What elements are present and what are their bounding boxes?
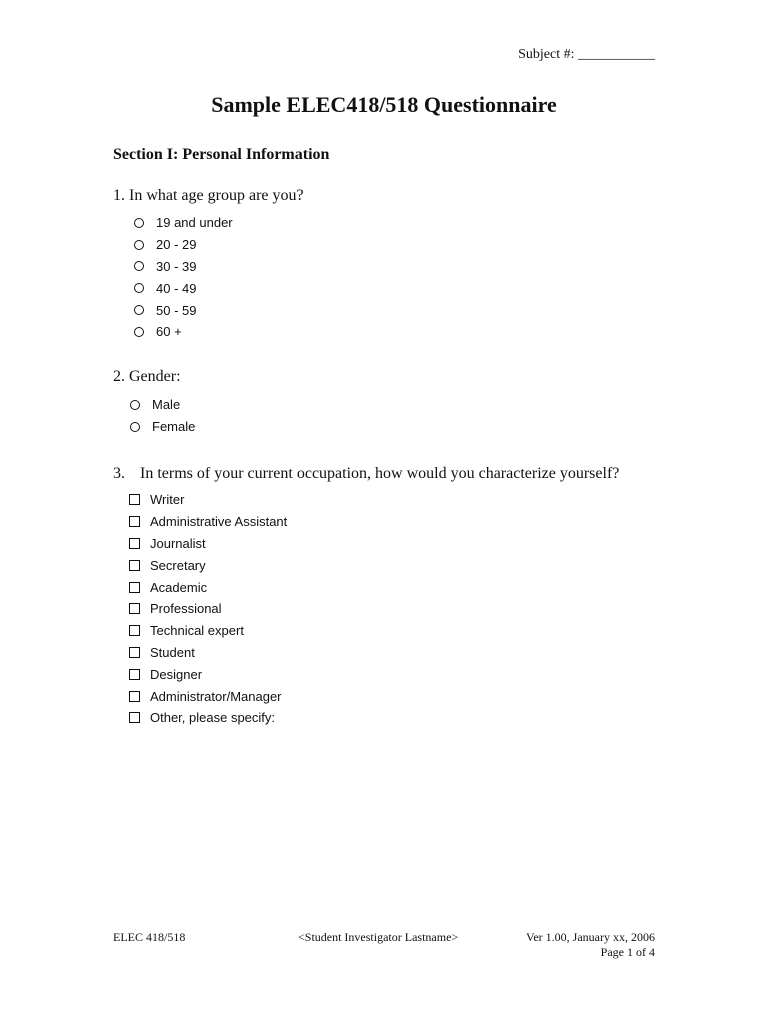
radio-circle-icon[interactable] (134, 327, 144, 337)
footer-version-block (526, 930, 655, 960)
subject-number-label: Subject #: ___________ (518, 47, 655, 62)
option-label: Professional (150, 601, 222, 617)
age-options (134, 212, 233, 343)
occupation-option[interactable] (129, 576, 287, 598)
footer-version: Ver 1.00, January xx, 2006 (526, 930, 655, 944)
option-label: 20 - 29 (156, 237, 197, 253)
footer-course: ELEC 418/518 (113, 930, 186, 944)
age-option[interactable] (134, 321, 233, 343)
checkbox-square-icon[interactable] (129, 560, 140, 571)
option-label: Other, please specify: (150, 710, 276, 726)
option-label: Journalist (150, 535, 206, 551)
occupation-option[interactable] (129, 663, 287, 685)
option-label: 40 - 49 (156, 280, 197, 296)
age-option[interactable] (134, 212, 233, 234)
option-label: Administrator/Manager (150, 688, 282, 704)
question-text: In terms of your current occupation, how would you characterize yourself? (140, 465, 620, 482)
radio-circle-icon[interactable] (134, 305, 144, 315)
option-label: Technical expert (150, 623, 244, 639)
option-label: 30 - 39 (156, 258, 197, 274)
radio-circle-icon[interactable] (130, 400, 140, 410)
page-title: Sample ELEC418/518 Questionnaire (211, 92, 557, 117)
occupation-option[interactable] (129, 533, 287, 555)
option-label: 19 and under (156, 215, 233, 231)
age-option[interactable] (134, 277, 233, 299)
radio-circle-icon[interactable] (134, 240, 144, 250)
option-label: Writer (150, 492, 185, 508)
occupation-option[interactable] (129, 642, 287, 664)
occupation-option[interactable] (129, 554, 287, 576)
age-option[interactable] (134, 299, 233, 321)
occupation-option[interactable] (129, 511, 287, 533)
option-label: 50 - 59 (156, 302, 197, 318)
checkbox-square-icon[interactable] (129, 691, 140, 702)
checkbox-square-icon[interactable] (129, 712, 140, 723)
occupation-option[interactable] (129, 489, 287, 511)
option-label: 60 + (156, 324, 182, 340)
section-heading: Section I: Personal Information (113, 146, 330, 163)
footer-page-number: Page 1 of 4 (600, 945, 655, 959)
checkbox-square-icon[interactable] (129, 625, 140, 636)
checkbox-square-icon[interactable] (129, 538, 140, 549)
checkbox-square-icon[interactable] (129, 582, 140, 593)
footer-investigator: <Student Investigator Lastname> (298, 930, 459, 944)
question-number: 3. (113, 465, 125, 482)
gender-option[interactable] (130, 416, 195, 438)
checkbox-square-icon[interactable] (129, 494, 140, 505)
gender-options (130, 394, 195, 438)
occupation-options (129, 489, 287, 729)
option-label: Administrative Assistant (150, 514, 288, 530)
checkbox-square-icon[interactable] (129, 603, 140, 614)
occupation-option[interactable] (129, 685, 287, 707)
age-option[interactable] (134, 234, 233, 256)
checkbox-square-icon[interactable] (129, 516, 140, 527)
option-label: Academic (150, 579, 208, 595)
checkbox-square-icon[interactable] (129, 647, 140, 658)
question-occupation (113, 465, 619, 483)
occupation-option[interactable] (129, 598, 287, 620)
option-label: Student (150, 644, 195, 660)
age-option[interactable] (134, 256, 233, 278)
radio-circle-icon[interactable] (134, 283, 144, 293)
occupation-option[interactable] (129, 707, 287, 729)
occupation-option[interactable] (129, 620, 287, 642)
option-label: Designer (150, 666, 203, 682)
option-label: Male (152, 397, 181, 413)
radio-circle-icon[interactable] (134, 261, 144, 271)
checkbox-square-icon[interactable] (129, 669, 140, 680)
gender-option[interactable] (130, 394, 195, 416)
option-label: Female (152, 419, 196, 435)
option-label: Secretary (150, 557, 206, 573)
radio-circle-icon[interactable] (134, 218, 144, 228)
question-gender: 2. Gender: (113, 368, 181, 385)
radio-circle-icon[interactable] (130, 422, 140, 432)
question-age: 1. In what age group are you? (113, 187, 304, 204)
